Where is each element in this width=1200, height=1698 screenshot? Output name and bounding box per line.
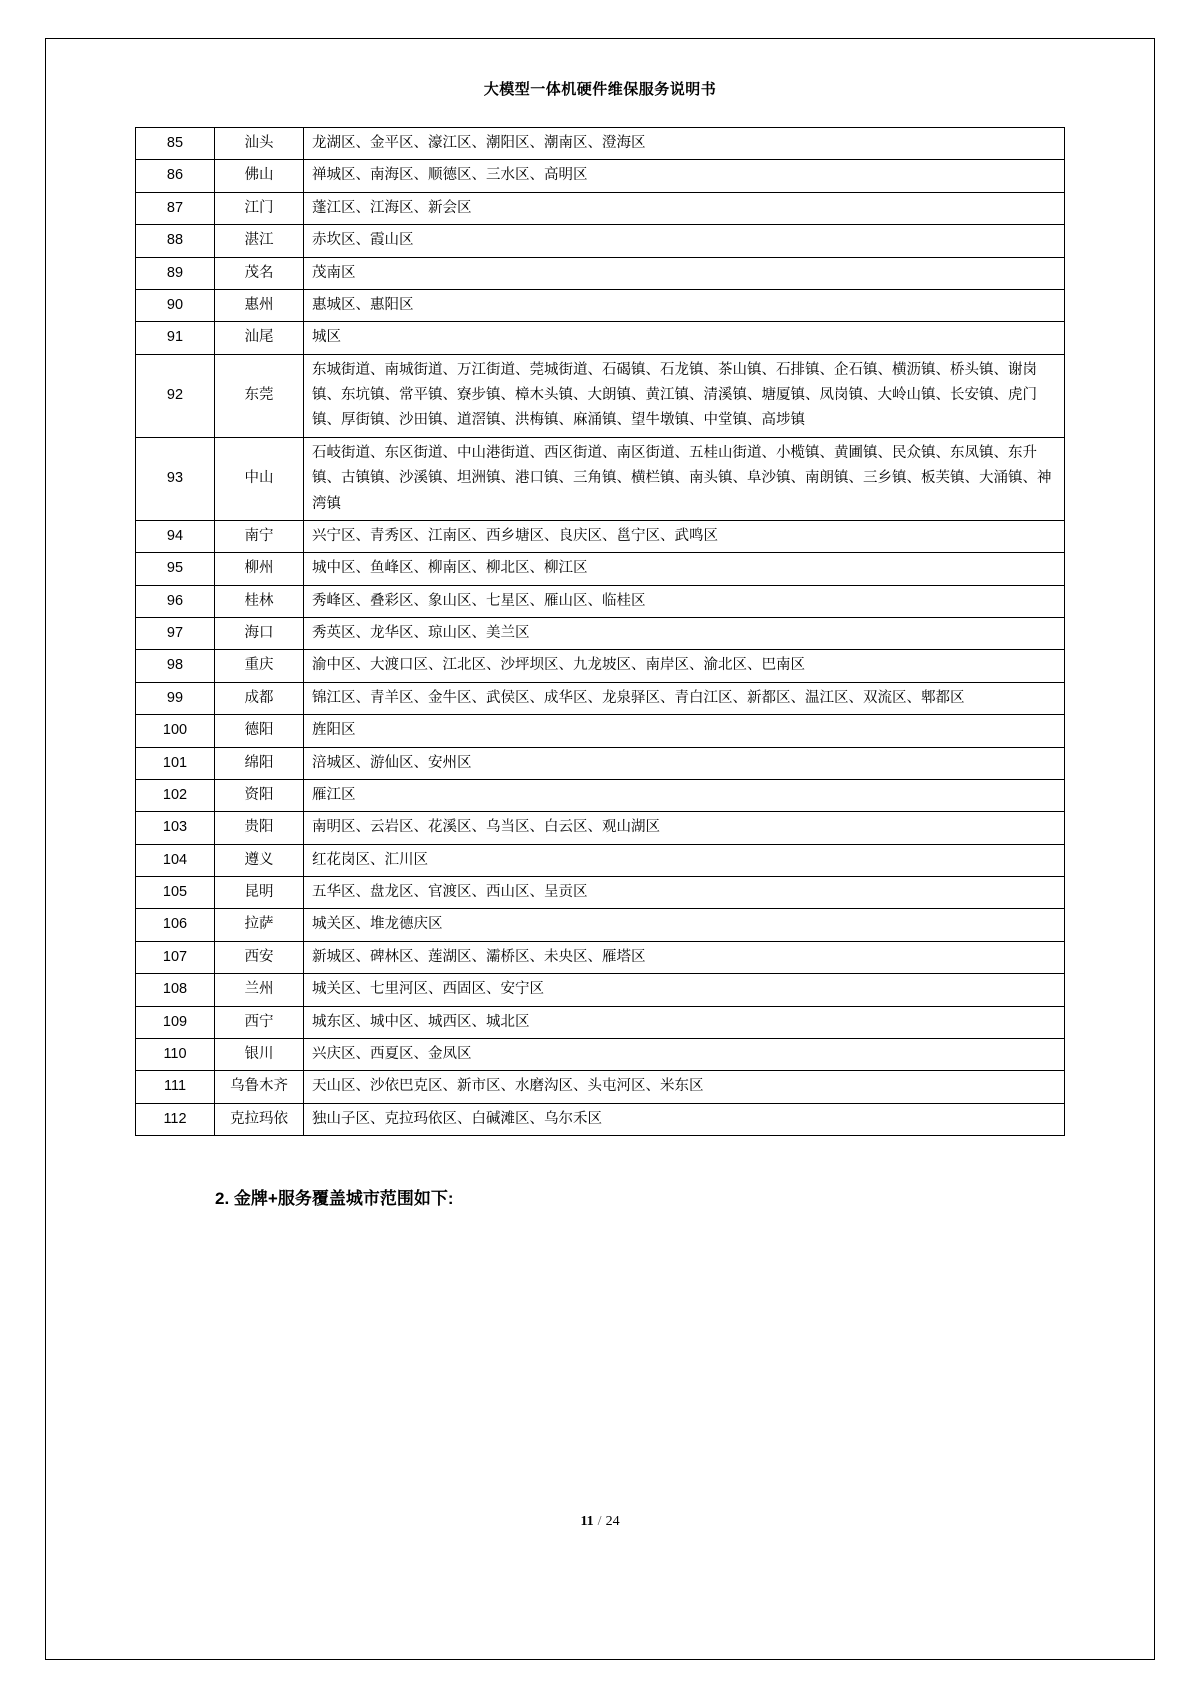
table-row <box>136 877 1065 909</box>
table-row <box>136 160 1065 192</box>
page-number-separator: / <box>597 1514 602 1529</box>
row-number: 101 <box>136 747 215 779</box>
table-row <box>136 650 1065 682</box>
row-districts: 雁江区 <box>304 779 1065 811</box>
page-content <box>45 38 1155 1660</box>
table-row <box>136 779 1065 811</box>
table-row <box>136 682 1065 714</box>
row-number: 108 <box>136 974 215 1006</box>
row-number: 85 <box>136 128 215 160</box>
row-city: 绵阳 <box>215 747 304 779</box>
row-city: 柳州 <box>215 553 304 585</box>
row-city: 拉萨 <box>215 909 304 941</box>
row-number: 91 <box>136 322 215 354</box>
row-number: 99 <box>136 682 215 714</box>
row-number: 93 <box>136 437 215 520</box>
row-city: 湛江 <box>215 225 304 257</box>
table-row <box>136 553 1065 585</box>
row-city: 成都 <box>215 682 304 714</box>
row-city: 汕尾 <box>215 322 304 354</box>
table-row <box>136 192 1065 224</box>
row-city: 南宁 <box>215 520 304 552</box>
table-row <box>136 812 1065 844</box>
row-city: 桂林 <box>215 585 304 617</box>
table-row <box>136 520 1065 552</box>
page-number-current: 11 <box>580 1514 594 1529</box>
row-number: 107 <box>136 941 215 973</box>
table-row <box>136 1103 1065 1135</box>
table-row <box>136 437 1065 520</box>
row-city: 汕头 <box>215 128 304 160</box>
row-number: 105 <box>136 877 215 909</box>
table-body <box>136 128 1065 1136</box>
table-row <box>136 618 1065 650</box>
table-row <box>136 1038 1065 1070</box>
row-number: 103 <box>136 812 215 844</box>
table-row <box>136 909 1065 941</box>
row-districts: 五华区、盘龙区、官渡区、西山区、呈贡区 <box>304 877 1065 909</box>
row-city: 江门 <box>215 192 304 224</box>
row-districts: 秀峰区、叠彩区、象山区、七星区、雁山区、临桂区 <box>304 585 1065 617</box>
row-districts: 新城区、碑林区、莲湖区、灞桥区、未央区、雁塔区 <box>304 941 1065 973</box>
document-header-title: 大模型一体机硬件维保服务说明书 <box>483 82 717 98</box>
service-coverage-table <box>135 127 1065 1136</box>
table-row <box>136 128 1065 160</box>
row-number: 90 <box>136 289 215 321</box>
row-number: 86 <box>136 160 215 192</box>
row-city: 昆明 <box>215 877 304 909</box>
row-districts: 蓬江区、江海区、新会区 <box>304 192 1065 224</box>
table-row <box>136 974 1065 1006</box>
row-districts: 秀英区、龙华区、琼山区、美兰区 <box>304 618 1065 650</box>
row-districts: 南明区、云岩区、花溪区、乌当区、白云区、观山湖区 <box>304 812 1065 844</box>
table-row <box>136 257 1065 289</box>
row-city: 西宁 <box>215 1006 304 1038</box>
row-districts: 惠城区、惠阳区 <box>304 289 1065 321</box>
table-row <box>136 844 1065 876</box>
row-city: 乌鲁木齐 <box>215 1071 304 1103</box>
row-number: 111 <box>136 1071 215 1103</box>
row-districts: 旌阳区 <box>304 715 1065 747</box>
table-row <box>136 585 1065 617</box>
page-number-total: 24 <box>605 1514 620 1529</box>
table-row <box>136 322 1065 354</box>
row-districts: 城东区、城中区、城西区、城北区 <box>304 1006 1065 1038</box>
row-number: 106 <box>136 909 215 941</box>
row-number: 109 <box>136 1006 215 1038</box>
row-number: 100 <box>136 715 215 747</box>
row-districts: 锦江区、青羊区、金牛区、武侯区、成华区、龙泉驿区、青白江区、新都区、温江区、双流区、郫都区 <box>304 682 1065 714</box>
table-row <box>136 941 1065 973</box>
row-districts: 兴庆区、西夏区、金凤区 <box>304 1038 1065 1070</box>
row-number: 88 <box>136 225 215 257</box>
row-districts: 城关区、堆龙德庆区 <box>304 909 1065 941</box>
table-row <box>136 1071 1065 1103</box>
row-districts: 城中区、鱼峰区、柳南区、柳北区、柳江区 <box>304 553 1065 585</box>
row-city: 惠州 <box>215 289 304 321</box>
row-number: 104 <box>136 844 215 876</box>
row-city: 克拉玛依 <box>215 1103 304 1135</box>
row-city: 德阳 <box>215 715 304 747</box>
row-number: 112 <box>136 1103 215 1135</box>
row-number: 94 <box>136 520 215 552</box>
row-number: 92 <box>136 354 215 437</box>
row-city: 西安 <box>215 941 304 973</box>
table-row <box>136 1006 1065 1038</box>
row-districts: 独山子区、克拉玛依区、白碱滩区、乌尔禾区 <box>304 1103 1065 1135</box>
row-districts: 红花岗区、汇川区 <box>304 844 1065 876</box>
row-city: 东莞 <box>215 354 304 437</box>
row-number: 98 <box>136 650 215 682</box>
table-row <box>136 715 1065 747</box>
row-districts: 石岐街道、东区街道、中山港街道、西区街道、南区街道、五桂山街道、小榄镇、黄圃镇、民众镇、东凤镇、东升镇、古镇镇、沙溪镇、坦洲镇、港口镇、三角镇、横栏镇、南头镇、阜沙镇、南朗镇、三乡镇、板芙镇、大涌镇、神湾镇 <box>304 437 1065 520</box>
row-city: 兰州 <box>215 974 304 1006</box>
row-number: 96 <box>136 585 215 617</box>
row-number: 89 <box>136 257 215 289</box>
table-row <box>136 747 1065 779</box>
row-city: 银川 <box>215 1038 304 1070</box>
row-city: 中山 <box>215 437 304 520</box>
table-row <box>136 289 1065 321</box>
row-districts: 涪城区、游仙区、安州区 <box>304 747 1065 779</box>
row-districts: 渝中区、大渡口区、江北区、沙坪坝区、九龙坡区、南岸区、渝北区、巴南区 <box>304 650 1065 682</box>
row-districts: 龙湖区、金平区、濠江区、潮阳区、潮南区、澄海区 <box>304 128 1065 160</box>
row-number: 102 <box>136 779 215 811</box>
table-row <box>136 225 1065 257</box>
table-row <box>136 354 1065 437</box>
row-number: 110 <box>136 1038 215 1070</box>
row-number: 87 <box>136 192 215 224</box>
section-heading: 2. 金牌+服务覆盖城市范围如下: <box>215 1189 454 1208</box>
row-city: 茂名 <box>215 257 304 289</box>
page-footer <box>45 1514 1155 1530</box>
row-number: 95 <box>136 553 215 585</box>
row-city: 佛山 <box>215 160 304 192</box>
row-districts: 禅城区、南海区、顺德区、三水区、高明区 <box>304 160 1065 192</box>
row-city: 遵义 <box>215 844 304 876</box>
row-city: 资阳 <box>215 779 304 811</box>
row-districts: 城区 <box>304 322 1065 354</box>
row-districts: 茂南区 <box>304 257 1065 289</box>
row-city: 贵阳 <box>215 812 304 844</box>
row-city: 海口 <box>215 618 304 650</box>
row-districts: 兴宁区、青秀区、江南区、西乡塘区、良庆区、邕宁区、武鸣区 <box>304 520 1065 552</box>
row-districts: 天山区、沙依巴克区、新市区、水磨沟区、头屯河区、米东区 <box>304 1071 1065 1103</box>
row-districts: 东城街道、南城街道、万江街道、莞城街道、石碣镇、石龙镇、茶山镇、石排镇、企石镇、横沥镇、桥头镇、谢岗镇、东坑镇、常平镇、寮步镇、樟木头镇、大朗镇、黄江镇、清溪镇、塘厦镇、凤岗镇、大岭山镇、长安镇、虎门镇、厚街镇、沙田镇、道滘镇、洪梅镇、麻涌镇、望牛墩镇、中堂镇、高埗镇 <box>304 354 1065 437</box>
row-districts: 城关区、七里河区、西固区、安宁区 <box>304 974 1065 1006</box>
row-number: 97 <box>136 618 215 650</box>
row-city: 重庆 <box>215 650 304 682</box>
row-districts: 赤坎区、霞山区 <box>304 225 1065 257</box>
